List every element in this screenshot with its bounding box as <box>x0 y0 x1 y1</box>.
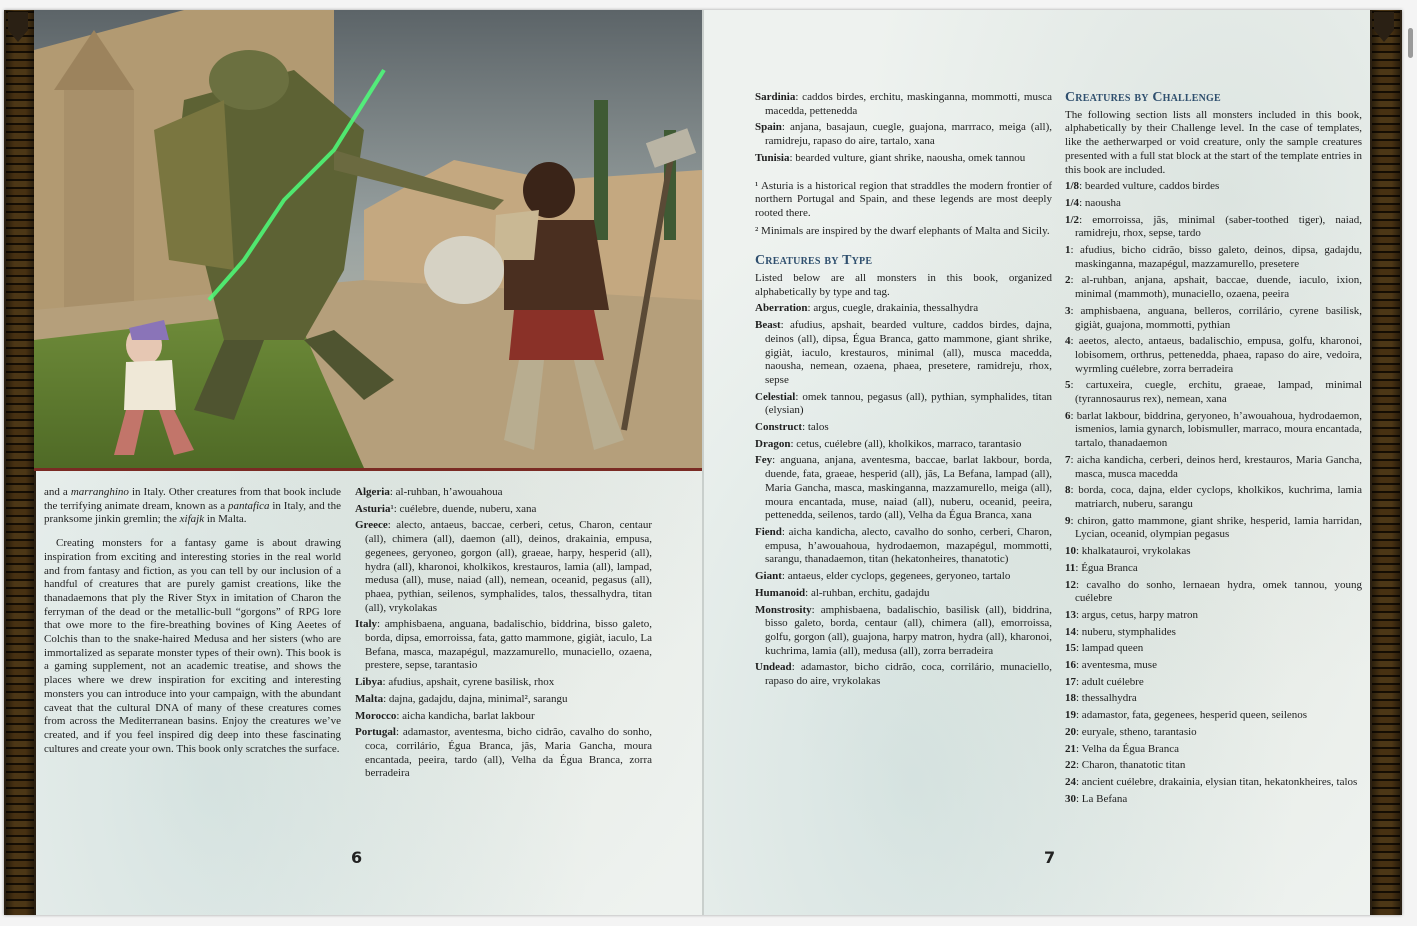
entry-19 <box>1065 676 1362 690</box>
entry-label: 7 <box>1065 453 1071 466</box>
entry-4 <box>1065 274 1362 301</box>
entry-label: Giant <box>755 570 782 583</box>
entry-label: 2 <box>1065 274 1071 287</box>
entry-text: : caddos birdes, erchitu, maskinganna, mommotti, musca macedda, pettenedda <box>765 91 1052 117</box>
entry-2 <box>755 391 1052 418</box>
entry-18 <box>1065 659 1362 673</box>
entry-label: Spain <box>755 121 782 134</box>
entry-6 <box>1065 335 1362 376</box>
entry-label: 20 <box>1065 725 1076 738</box>
entry-text: : barlat lakbour, biddrina, geryoneo, h’awouahoua, hydrodaemon, ismenios, lamia gynarch, lobismuller, marraco, moura encantada, tartalo, thanadaemon <box>1070 409 1362 450</box>
entry-text: : chiron, gatto mammone, giant shrike, hesperid, lamia harridan, Lycian, oceanid, olympian pegasus <box>1070 514 1362 541</box>
entry-label: Aberration <box>755 302 808 315</box>
body-paragraph: Creating monsters for a fantasy game is about drawing inspiration from exciting and interesting stories in the real world and from fantasy and fiction, as you can tell by our inclusion of a handful of creatures that are purely gamist creations, like the thanadaemons that ply the River Styx in imitation of Charon the ferryman of the dead or the metallic-bull “gorgons” of RPG lore that owe more to the fire-breathing bovines of King Aeetes of Colchis than to the snake-haired Medusa and her sisters (who are immortalized as separate monster types of their own). This book is a gaming supplement, not an academic treatise, and shows the places where we drew inspiration for exciting and interesting monsters you can introduce into your campaign, with the abundant caveat that the cultural DNA of many of these creatures comes from across the Mediterranean basins. Enjoy the creatures we’ve created, and if you feel inspired dig deep into these fascinating cultures and create your own. This book only scratches the surface. <box>44 537 341 755</box>
entry-1 <box>755 319 1052 388</box>
entry-text: : borda, coca, dajna, elder cyclops, kholkikos, kuchrima, lamia matriarch, nuberu, sarangu <box>1070 484 1362 510</box>
entry-label: Greece <box>355 519 388 532</box>
entry-text: : amphisbaena, anguana, belleros, corrilário, cyrene basilisk, gigiàt, guajona, mommotti, pythian <box>1070 304 1362 331</box>
cypress-tree <box>594 100 608 240</box>
entry-text: : bearded vulture, caddos birdes <box>1079 180 1220 193</box>
entry-13 <box>1065 562 1362 576</box>
entry-text: : afudius, apshait, cyrene basilisk, rhox <box>382 676 555 689</box>
entry-label: 1/8 <box>1065 180 1080 193</box>
entry-text: : Velha da Égua Branca <box>1076 742 1180 755</box>
entry-label: Celestial <box>755 390 796 403</box>
entry-text: : antaeus, elder cyclops, gegenees, geryoneo, tartalo <box>781 570 1011 583</box>
entry-label: 1/2 <box>1065 213 1080 226</box>
entry-22 <box>1065 726 1362 740</box>
entry-text: : aventesma, muse <box>1076 659 1157 672</box>
entry-0 <box>755 91 1052 118</box>
skull-shield <box>424 236 504 304</box>
entry-text: : omek tannou, pegasus (all), pythian, symphalides, titan (elysian) <box>765 390 1052 417</box>
entry-text: : ancient cuélebre, drakainia, elysian titan, hekatonkheires, talos <box>1076 775 1358 788</box>
type-intro: Listed below are all monsters in this book, organized alphabetically by type and tag. <box>755 272 1052 298</box>
entry-3 <box>355 618 652 673</box>
entry-text: : Charon, thanatotic titan <box>1076 759 1186 772</box>
entry-label: Libya <box>355 676 383 689</box>
entry-label: Portugal <box>355 726 396 739</box>
entry-text: : cetus, cuélebre (all), kholkikos, marraco, tarantasio <box>790 437 1022 450</box>
entry-label: 11 <box>1065 561 1076 574</box>
entry-2 <box>755 152 1052 166</box>
entry-6 <box>355 710 652 724</box>
entry-3 <box>755 421 1052 435</box>
entry-label: Morocco <box>355 709 397 722</box>
entry-16 <box>1065 626 1362 640</box>
crest-icon <box>1374 12 1394 42</box>
entry-23 <box>1065 743 1362 757</box>
entry-label: Italy <box>355 618 377 631</box>
entry-text: : adamastor, bicho cidrão, coca, corrilário, munaciello, rapaso do aire, vrykolakas <box>765 661 1052 688</box>
entry-0 <box>1065 180 1362 194</box>
decorative-border-left <box>4 10 36 915</box>
entry-text: : aeetos, alecto, antaeus, badalischio, empusa, golfu, kharonoi, lobisomem, orthrus, pettenedda, phaea, rapaso do aire, vedoira, wyrmling cuélebre, zorra berradeira <box>1070 335 1362 375</box>
entry-text: : argus, cuegle, drakainia, thessalhydra <box>807 302 979 315</box>
entry-text: : khalkatauroi, vrykolakas <box>1076 545 1191 558</box>
entry-text: : al-ruhban, anjana, apshait, baccae, duende, iaculo, ixion, minimal (mammoth), munaciello, ozaena, peeira <box>1070 274 1362 301</box>
entry-17 <box>1065 642 1362 656</box>
right-col-2 <box>1065 91 1362 809</box>
entry-text: : aicha kandicha, barlat lakbour <box>396 709 535 722</box>
entry-text: : Égua Branca <box>1075 561 1138 574</box>
illustration <box>34 10 702 471</box>
entry-label: Dragon <box>755 437 791 450</box>
entry-text: : al-ruhban, erchitu, gadajdu <box>805 586 930 599</box>
entry-1 <box>1065 197 1362 211</box>
decorative-border-right <box>1370 10 1402 915</box>
entry-15 <box>1065 609 1362 623</box>
entry-label: Sardinia <box>755 91 796 103</box>
entry-label: Construct <box>755 421 803 434</box>
entry-label: 15 <box>1065 642 1076 655</box>
entry-text: : anjana, basajaun, cuegle, guajona, marrraco, meiga (all), ramidreju, rapaso do aire, tartalo, xana <box>765 121 1052 148</box>
entry-label: Fey <box>755 454 773 467</box>
entry-9 <box>755 604 1052 659</box>
entry-text: : cavalho do sonho, lernaean hydra, omek tannou, young cuélebre <box>1075 578 1362 605</box>
entry-10 <box>755 661 1052 688</box>
entry-text: : emorroissa, jãs, minimal (saber-toothed tiger), naiad, ramidreju, rhox, sepse, tardo <box>1075 213 1362 240</box>
entry-text: : afudius, bicho cidrão, bisso galeto, deinos, dipsa, gadajdu, maskinganna, mazapégul, mazzamurello, presetere <box>1070 244 1362 270</box>
entry-label: Humanoid <box>755 586 806 599</box>
country-list <box>355 486 652 781</box>
entry-3 <box>1065 244 1362 271</box>
entry-21 <box>1065 709 1362 723</box>
entry-label: Malta <box>355 692 384 705</box>
entry-label: 24 <box>1065 775 1076 788</box>
challenge-intro: The following section lists all monsters included in this book, alphabetically by their Challenge level. In the case of templates, like the aetherwarped or void creature, only the sample creatures presented with a full stat block at the start of the template entries in this book are included. <box>1065 108 1362 176</box>
entry-0 <box>355 486 652 500</box>
entry-4 <box>355 676 652 690</box>
scrollbar[interactable] <box>1405 10 1417 915</box>
entry-text: : amphisbaena, anguana, badalischio, biddrina, bisso galeto, borda, dipsa, emorroissa, fata, gatto mammone, gigiàt, iaculo, La Befana, masca, mazapégul, mazzamurello, munaciello, ozaena, prestere, sepse, tarantasio <box>365 618 652 672</box>
entry-label: 3 <box>1065 304 1071 317</box>
entry-label: 9 <box>1065 514 1071 527</box>
entry-label: 10 <box>1065 545 1076 558</box>
entry-text: : aicha kandicha, cerberi, deinos herd, krestauros, Maria Gancha, masca, musca macedda <box>1070 453 1362 480</box>
entry-text: : euryale, stheno, tarantasio <box>1076 725 1197 738</box>
entry-12 <box>1065 545 1362 559</box>
entry-label: 4 <box>1065 335 1071 348</box>
entry-label: 30 <box>1065 792 1076 805</box>
entry-label: Tunisia <box>755 151 790 164</box>
entry-10 <box>1065 484 1362 511</box>
entry-label: 8 <box>1065 484 1071 497</box>
entry-label: Monstrosity <box>755 603 812 616</box>
entry-text: : afudius, apshait, bearded vulture, caddos birdes, dajna, deinos (all), dipsa, Égua Branca, gatto mammone, giant shrike, gigiàt, iaculo, krestauros, minimal (all), musca macedda, naousha, nemean, ozaena, phaea, presetere, ramidreju, rhox, sepse <box>765 319 1052 386</box>
entry-text: : talos <box>802 421 829 434</box>
entry-label: 5 <box>1065 379 1071 392</box>
entry-text: : anguana, anjana, aventesma, baccae, barlat lakbour, borda, duende, fata, graeae, hesperid (all), jãs, La Befana, lampad (all), Maria Gancha, masca, maskinganna, mazzamurello, meiga (all), moura encantada, muse, naiad (all), nuberu, oceanid, peeira, pettenedda, seilenos, tardo (all), Velha da Égua Branca, xana <box>765 454 1052 522</box>
entry-text: : al-ruhban, h’awouahoua <box>389 486 503 498</box>
entry-label: 18 <box>1065 692 1076 705</box>
entry-text: : thessalhydra <box>1076 692 1137 705</box>
entry-text: : naousha <box>1079 196 1121 209</box>
entry-5 <box>1065 305 1362 332</box>
entry-text: : adamastor, aventesma, bicho cidrão, cavalho do sonho, coca, corrilário, Égua Branca, jãs, Maria Gancha, moura encantada, peeira, tardo (all), Velha da Égua Branca, zorra berradeira <box>365 726 652 780</box>
battle-illustration <box>34 10 702 468</box>
entry-text: : adult cuélebre <box>1076 675 1144 688</box>
entry-8 <box>1065 410 1362 451</box>
entry-text: : argus, cetus, harpy matron <box>1076 608 1198 621</box>
entry-label: 21 <box>1065 742 1076 755</box>
entry-7 <box>755 570 1052 584</box>
entry-text: : adamastor, fata, gegenees, hesperid queen, seilenos <box>1076 709 1308 722</box>
entry-label: Algeria <box>355 486 390 498</box>
intro-paragraph: and a marranghino in Italy. Other creatures from that book include the terrifying animate dream, known as a pantafica in Italy, and the pranksome jinkin gremlin; the xifajk in Malta. <box>44 486 342 526</box>
left-page <box>4 10 702 915</box>
entry-1 <box>355 503 652 517</box>
creatures-by-challenge-title: Creatures by Challenge <box>1065 90 1221 105</box>
entry-label: Beast <box>755 319 781 332</box>
page-number-right: 7 <box>1044 848 1056 867</box>
entry-7 <box>355 726 652 781</box>
entry-26 <box>1065 793 1362 807</box>
entry-9 <box>1065 454 1362 481</box>
footnote-2: ² Minimals are inspired by the dwarf elephants of Malta and Sicily. <box>755 224 1050 237</box>
entry-text: : cartuxeira, cuegle, erchitu, graeae, lampad, minimal (tyrannosaurus rex), nemean, xana <box>1070 379 1362 406</box>
entry-25 <box>1065 776 1362 790</box>
scrollbar-thumb[interactable] <box>1408 28 1413 58</box>
right-col-1 <box>755 91 1052 692</box>
entry-24 <box>1065 759 1362 773</box>
entry-label: 14 <box>1065 625 1076 638</box>
entry-label: 13 <box>1065 608 1076 621</box>
entry-text: : amphisbaena, badalischio, basilisk (all), biddrina, bisso galeto, borda, centaur (all), chimera (all), emorroissa, golfu, gorgon (all), guajona, harpy matron, hydra (all), kharonoi, kuchrima, lamia (all), medusa (all), zorra berradeira <box>765 603 1052 657</box>
left-col-2 <box>355 486 652 784</box>
entry-4 <box>755 438 1052 452</box>
crest-icon <box>8 12 28 42</box>
entry-1 <box>755 121 1052 148</box>
entry-text: : dajna, gadajdu, dajna, minimal², sarangu <box>383 692 568 705</box>
entry-2 <box>355 519 652 615</box>
country-list-cont <box>755 91 1052 166</box>
right-page <box>704 10 1402 915</box>
entry-text: : nuberu, stymphalides <box>1076 625 1176 638</box>
entry-11 <box>1065 515 1362 542</box>
entry-7 <box>1065 379 1362 406</box>
entry-2 <box>1065 214 1362 241</box>
entry-label: 22 <box>1065 759 1076 772</box>
type-list <box>755 302 1052 688</box>
creatures-by-type-title: Creatures by Type <box>755 253 873 269</box>
entry-5 <box>355 693 652 707</box>
left-col-1 <box>44 486 341 759</box>
entry-label: 16 <box>1065 659 1076 672</box>
entry-14 <box>1065 579 1362 606</box>
entry-text: : alecto, antaeus, baccae, cerberi, cetus, Charon, centaur (all), chimera (all), daemon (all), deinos, drakainia, empusa, gegenees, geryoneo, gorgon (all), graeae, harpy, hesperid (all), hydra (all), kharonoi, kholkikos, krestauros, lamia (all), lampad, medusa (all), muse, naiad (all), nemean, oceanid, pegasus (all), phaea, pythian, seilenos, symphalides, talos, thessalhydra, titan (all), vrykolakas <box>365 519 652 614</box>
entry-text: : bearded vulture, giant shrike, naousha, omek tannou <box>789 151 1026 164</box>
entry-label: 17 <box>1065 675 1076 688</box>
entry-label: Undead <box>755 661 792 674</box>
entry-6 <box>755 526 1052 567</box>
document-viewer <box>4 10 1402 915</box>
entry-text: : La Befana <box>1076 792 1128 805</box>
entry-text: ¹: cuélebre, duende, nuberu, xana <box>390 502 537 515</box>
entry-label: Fiend <box>755 525 782 538</box>
entry-label: 19 <box>1065 709 1076 722</box>
footnote-1: ¹ Asturia is a historical region that straddles the modern frontier of northern Portugal and Spain, and these legends are most deeply rooted there. <box>755 179 1052 219</box>
entry-text: : lampad queen <box>1076 642 1144 655</box>
entry-0 <box>755 302 1052 316</box>
entry-8 <box>755 587 1052 601</box>
entry-label: 6 <box>1065 409 1071 422</box>
challenge-list <box>1065 180 1362 806</box>
entry-label: 1 <box>1065 244 1071 257</box>
page-number-left: 6 <box>351 848 363 867</box>
footnotes <box>755 180 1052 239</box>
entry-5 <box>755 454 1052 523</box>
entry-label: Asturia <box>355 502 391 515</box>
entry-text: : aicha kandicha, alecto, cavalho do sonho, cerberi, Charon, empusa, h’awouahoua, hydrodaemon, mazapégul, mommotti, sarangu, thanadaemon, titan (hekatonheires, thanatotic) <box>765 525 1052 566</box>
entry-label: 1/4 <box>1065 196 1080 209</box>
entry-label: 12 <box>1065 578 1076 591</box>
entry-20 <box>1065 692 1362 706</box>
